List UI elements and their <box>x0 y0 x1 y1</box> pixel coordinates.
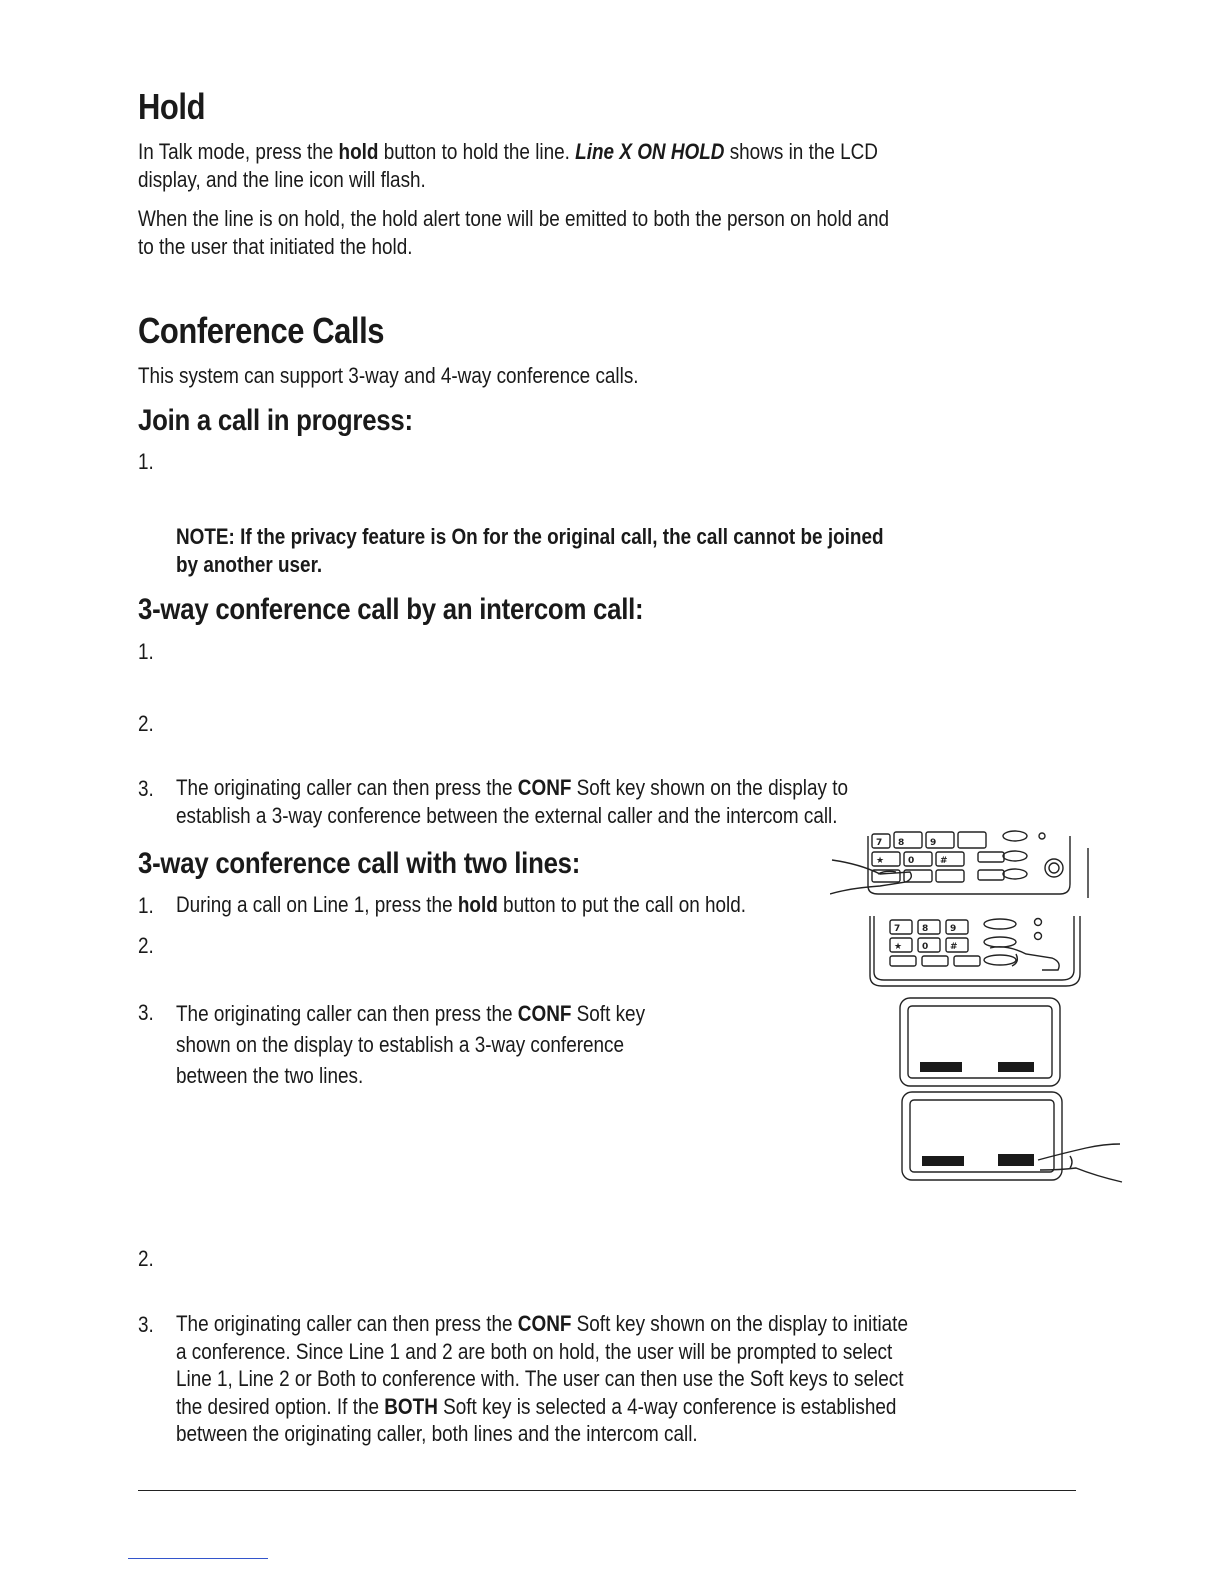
four-way-step-3 <box>176 1310 908 1448</box>
text: The originating caller can then press the <box>176 775 518 800</box>
svg-text:8: 8 <box>898 838 905 848</box>
text: button to hold the line. <box>378 139 576 164</box>
text: by another user. <box>176 552 323 577</box>
line-on-hold-text: Line X ON HOLD <box>575 139 725 164</box>
text: When the line is on hold, the hold alert tone will be emitted to both the person on hold and <box>138 206 889 231</box>
text: In Talk mode, press the <box>138 139 339 164</box>
text: shown on the display to establish a 3-way conference <box>176 1032 625 1057</box>
svg-text:8: 8 <box>922 924 929 934</box>
text: shows in the LCD <box>724 139 878 164</box>
text: The originating caller can then press the <box>176 1311 518 1336</box>
intercom-step-3 <box>176 774 848 830</box>
text: the desired option. If the <box>176 1393 385 1419</box>
hold-keyword: hold <box>457 892 498 917</box>
footer-divider <box>138 1490 1076 1491</box>
text: between the originating caller, both lines and the intercom call. <box>176 1421 698 1446</box>
text: The originating caller can then press the <box>176 1001 518 1026</box>
svg-text:★: ★ <box>876 856 885 866</box>
two-lines-step-1-number: 1. <box>138 893 154 918</box>
text: NOTE: If the privacy feature is On for the original call, the call cannot be joined <box>176 524 884 549</box>
svg-text:0: 0 <box>908 856 915 866</box>
text: Soft key is selected a 4-way conference is established <box>437 1393 897 1419</box>
conference-heading: Conference Calls <box>138 310 385 351</box>
conf-keyword: CONF <box>517 775 572 800</box>
text: display, and the line icon will flash. <box>138 167 426 192</box>
hold-paragraph-1 <box>138 138 878 194</box>
text: During a call on Line 1, press the <box>176 892 458 917</box>
text: a conference. Since Line 1 and 2 are both on hold, the user will be prompted to select <box>176 1338 893 1364</box>
keypad-line-illustration <box>866 914 1092 992</box>
text: establish a 3-way conference between the external caller and the intercom call. <box>176 803 838 828</box>
join-heading: Join a call in progress: <box>138 404 413 437</box>
four-way-step-2-number: 2. <box>138 1246 154 1271</box>
keypad-hold-illustration <box>830 828 1092 904</box>
text: Soft key shown on the display to initiate <box>571 1311 908 1336</box>
lcd-display-illustration <box>898 996 1064 1090</box>
text: to the user that initiated the hold. <box>138 234 413 259</box>
conf-keyword: CONF <box>517 1001 572 1026</box>
four-way-step-3-number: 3. <box>138 1312 154 1337</box>
two-lines-step-2-number: 2. <box>138 933 154 958</box>
lcd-softkey-press-illustration <box>900 1090 1124 1184</box>
svg-text:9: 9 <box>930 838 937 848</box>
join-step-1-number: 1. <box>138 449 154 474</box>
two-lines-step-3-number: 3. <box>138 1000 154 1025</box>
text: Line 1, Line 2 or Both to conference with. The user can then use the Soft keys to select <box>176 1366 904 1391</box>
intercom-step-3-number: 3. <box>138 776 154 801</box>
svg-text:7: 7 <box>876 838 883 848</box>
intercom-step-2-number: 2. <box>138 711 154 736</box>
svg-text:#: # <box>940 856 948 866</box>
text: button to put the call on hold. <box>497 892 747 917</box>
svg-text:9: 9 <box>950 924 957 934</box>
svg-text:0: 0 <box>922 942 929 952</box>
text: between the two lines. <box>176 1063 364 1088</box>
both-keyword: BOTH <box>384 1393 438 1419</box>
conference-intro: This system can support 3-way and 4-way conference calls. <box>138 363 639 388</box>
svg-text:#: # <box>950 942 958 952</box>
hold-paragraph-2 <box>138 205 889 261</box>
svg-text:7: 7 <box>894 924 901 934</box>
conf-keyword: CONF <box>517 1311 572 1336</box>
privacy-note <box>176 523 884 579</box>
two-lines-heading: 3-way conference call with two lines: <box>138 847 581 880</box>
svg-text:★: ★ <box>894 942 903 952</box>
intercom-heading: 3-way conference call by an intercom call: <box>138 593 644 626</box>
hold-keyword: hold <box>338 139 379 164</box>
hold-heading: Hold <box>138 86 206 127</box>
footer-link-underline <box>128 1558 268 1559</box>
text: Soft key shown on the display to <box>571 775 849 800</box>
intercom-step-1-number: 1. <box>138 639 154 664</box>
text: Soft key <box>571 1001 646 1026</box>
two-lines-step-1 <box>176 891 746 919</box>
two-lines-step-3 <box>176 998 645 1091</box>
